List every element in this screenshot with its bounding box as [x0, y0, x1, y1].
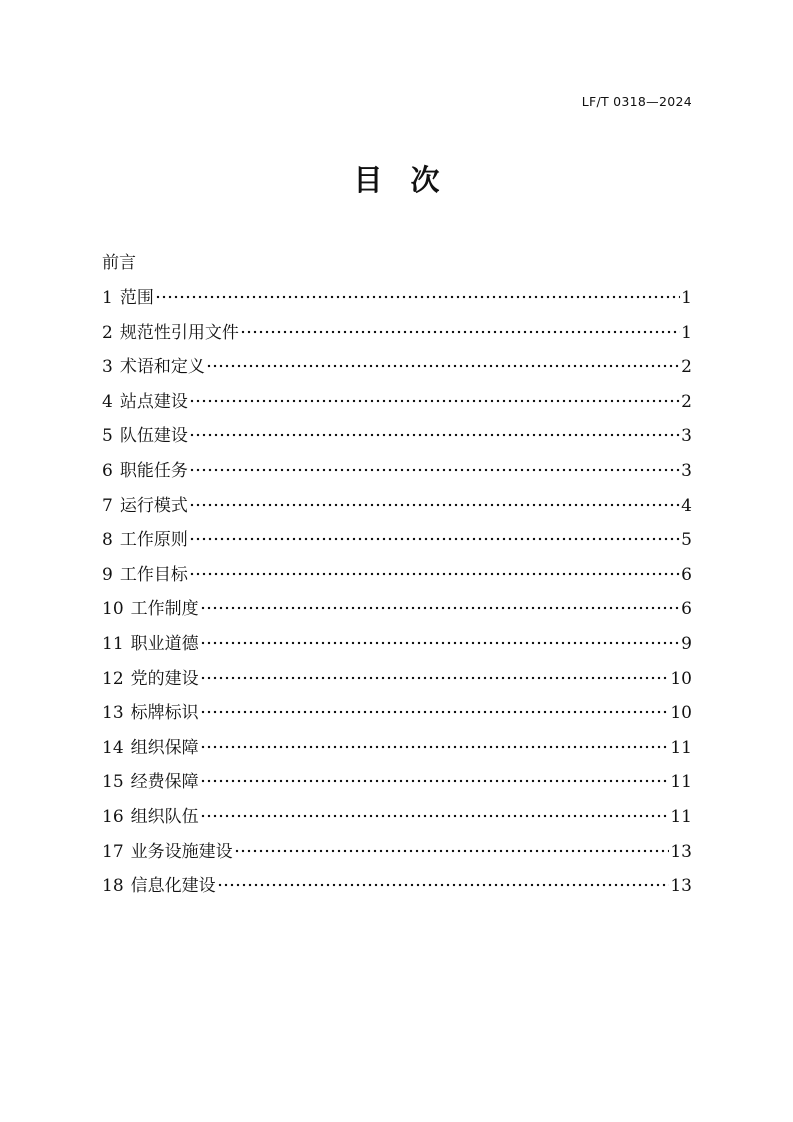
toc-entry-label: 业务设施建设: [130, 841, 233, 862]
toc-entry-label: 组织保障: [130, 737, 199, 758]
toc-entry-page-number: 11: [670, 806, 692, 827]
toc-entry-number: 6: [102, 460, 113, 481]
toc-entry: [102, 871, 692, 906]
toc-entry-number: 4: [102, 391, 113, 412]
toc-entry-number: 1: [102, 288, 113, 308]
toc-entry-label: 站点建设: [119, 391, 188, 412]
toc-entry-label: 标牌标识: [130, 703, 199, 724]
dot-leader: [189, 433, 680, 437]
dot-leader: [200, 676, 670, 680]
toc-entry-number: 15: [102, 772, 124, 793]
toc-entry: [102, 456, 692, 491]
toc-entry-number: 12: [102, 668, 124, 689]
toc-entry-page-number: 13: [670, 841, 692, 862]
dot-leader: [155, 295, 680, 299]
toc-entry-label: 工作制度: [130, 599, 199, 620]
toc-entry: [102, 629, 692, 664]
toc-entry-page-number: 10: [670, 668, 692, 689]
toc-entry: [102, 560, 692, 595]
toc-entry-number: 10: [102, 599, 124, 620]
toc-entry-preface: 前言: [102, 253, 136, 273]
dot-leader: [200, 606, 681, 610]
toc-entry-number: 14: [102, 737, 124, 758]
toc-entry-page-number: 1: [681, 322, 692, 343]
toc-entry-number: 7: [102, 495, 113, 516]
toc-entry: [102, 352, 692, 387]
toc-entry-page-number: 5: [681, 530, 692, 551]
document-code: LF/T 0318—2024: [581, 94, 692, 109]
toc-entry: [102, 664, 692, 699]
toc-entry-number: 18: [102, 876, 124, 897]
toc-entry-label: 党的建设: [130, 668, 199, 689]
toc-entry-page-number: 1: [681, 288, 692, 308]
toc-entry: [102, 802, 692, 837]
toc-entry-label: 组织队伍: [130, 806, 199, 827]
toc-entry-number: 16: [102, 806, 124, 827]
toc-entry-label: 信息化建设: [130, 876, 216, 897]
toc-entry-label: 工作原则: [119, 530, 188, 551]
toc-entry-label: 规范性引用文件: [119, 322, 239, 343]
toc-entry-page-number: 11: [670, 772, 692, 793]
toc-entry-label: 工作目标: [119, 564, 188, 585]
toc-entry-page-number: 6: [681, 599, 692, 620]
page-title: 目次: [353, 163, 468, 197]
toc-entry: [102, 387, 692, 422]
toc-entry: [102, 767, 692, 802]
toc-entry: [102, 698, 692, 733]
dot-leader: [200, 779, 670, 783]
toc-entry-label: 范围: [119, 288, 154, 308]
toc-entry: [102, 525, 692, 560]
dot-leader: [200, 814, 670, 818]
toc-entry-page-number: 2: [681, 391, 692, 412]
toc-entry-page-number: 3: [681, 460, 692, 481]
toc-entry-label: 运行模式: [119, 495, 188, 516]
toc-entry: [102, 594, 692, 629]
dot-leader: [206, 364, 680, 368]
dot-leader: [200, 710, 670, 714]
toc-entry-page-number: 13: [670, 876, 692, 897]
dot-leader: [189, 572, 680, 576]
toc-entry-page-number: 2: [681, 357, 692, 378]
dot-leader: [200, 745, 670, 749]
toc-entry-number: 17: [102, 841, 124, 862]
toc-entry-number: 13: [102, 703, 124, 724]
toc-entry-page-number: 3: [681, 426, 692, 447]
dot-leader: [240, 330, 680, 334]
toc-entry-label: 术语和定义: [119, 357, 205, 378]
toc-entry: [102, 491, 692, 526]
toc-entry-number: 3: [102, 357, 113, 378]
toc-entry: [102, 283, 692, 318]
toc-entry-number: 11: [102, 633, 124, 654]
toc-entry: [102, 318, 692, 353]
dot-leader: [189, 399, 680, 403]
toc-entry: [102, 837, 692, 872]
toc-entry-number: 5: [102, 426, 113, 447]
toc-entry-page-number: 4: [681, 495, 692, 516]
dot-leader: [189, 468, 680, 472]
toc-entry-page-number: 10: [670, 703, 692, 724]
toc-entry-label: 职能任务: [119, 460, 188, 481]
toc-entry-label: 队伍建设: [119, 426, 188, 447]
toc-entry-label: 职业道德: [130, 633, 199, 654]
toc-entry-number: 9: [102, 564, 113, 585]
toc-entry-number: 2: [102, 322, 113, 343]
toc-entry-page-number: 9: [681, 633, 692, 654]
dot-leader: [189, 503, 680, 507]
table-of-contents: [102, 283, 692, 906]
toc-entry-page-number: 11: [670, 737, 692, 758]
dot-leader: [234, 849, 670, 853]
dot-leader: [189, 537, 680, 541]
toc-entry-page-number: 6: [681, 564, 692, 585]
dot-leader: [217, 883, 670, 887]
toc-entry-number: 8: [102, 530, 113, 551]
dot-leader: [200, 641, 681, 645]
toc-entry: [102, 421, 692, 456]
toc-entry-label: 经费保障: [130, 772, 199, 793]
toc-entry: [102, 733, 692, 768]
